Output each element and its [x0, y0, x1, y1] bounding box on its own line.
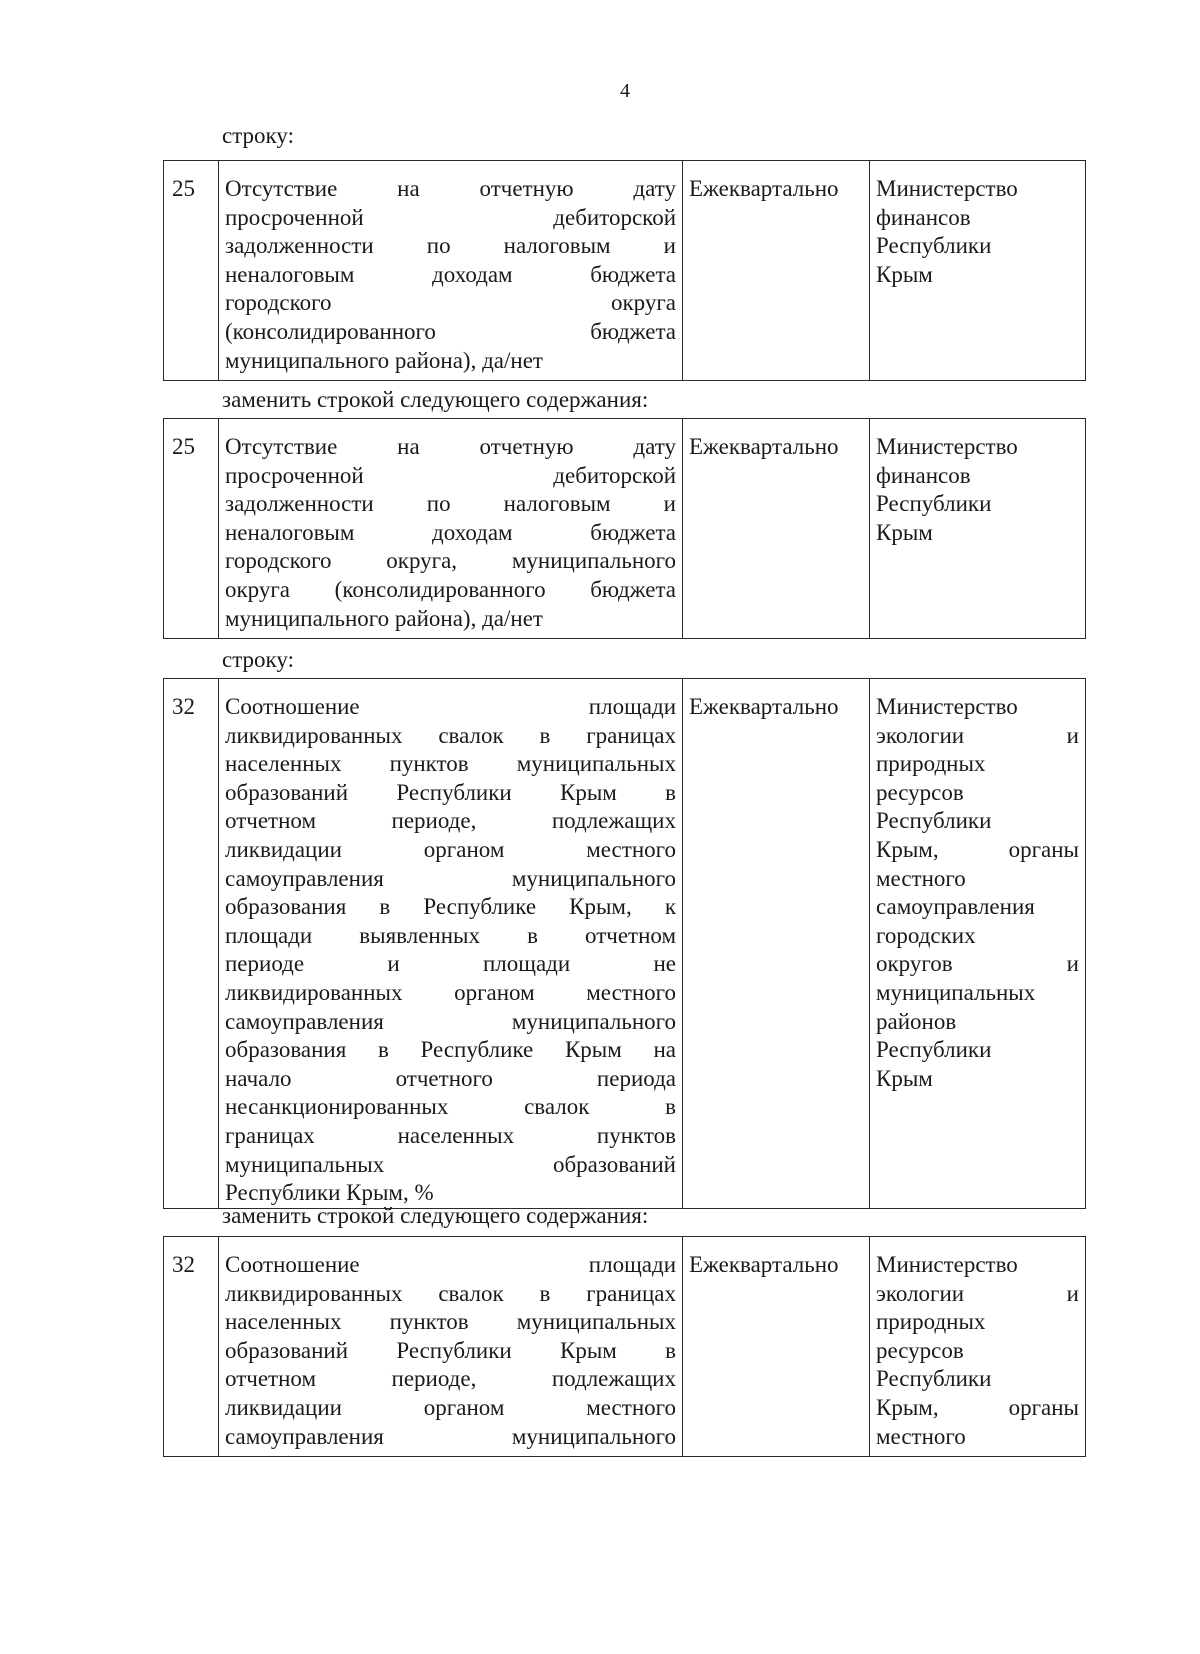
org_lines-line: Министерство	[876, 1252, 1018, 1277]
name_lines-line: Отсутствие на отчетную дату	[225, 434, 676, 459]
replace-label: заменить строкой следующего содержания:	[222, 387, 649, 412]
name_lines-line: просроченной дебиторской	[225, 204, 676, 230]
name_lines-line: Соотношение площади	[225, 1252, 676, 1277]
org_lines-line: экологии и	[876, 722, 1079, 748]
name_lines-line: неналоговым доходам бюджета	[225, 519, 676, 545]
name_lines-line: муниципального района), да/нет	[225, 605, 543, 631]
name_lines-line: несанкционированных свалок в	[225, 1094, 676, 1120]
name_lines-line: самоуправления муниципального	[225, 1423, 676, 1449]
name_lines-line: границах населенных пунктов	[225, 1122, 676, 1148]
name_lines-line: образования в Республике Крым на	[225, 1037, 676, 1063]
name_lines-line: задолженности по налоговым и	[225, 491, 676, 517]
indicator-table-25-old	[163, 160, 1086, 381]
org_lines-line: местного	[876, 1423, 966, 1449]
org_lines-line: Республики	[876, 1366, 992, 1392]
frequency-cell: Ежеквартально	[683, 419, 870, 639]
org_lines-line: местного	[876, 865, 966, 891]
org_lines-line: Республики	[876, 491, 992, 517]
frequency-cell: Ежеквартально	[683, 679, 870, 1209]
name_lines-line: ликвидированных свалок в границах	[225, 722, 676, 748]
name_lines-line: площади выявленных в отчетном	[225, 922, 676, 948]
name_lines-line: самоуправления муниципального	[225, 865, 676, 891]
name_lines-line: самоуправления муниципального	[225, 1008, 676, 1034]
org_lines-line: финансов	[876, 204, 971, 230]
name_lines-line: (консолидированного бюджета	[225, 318, 676, 344]
name_lines-line: Отсутствие на отчетную дату	[225, 176, 676, 201]
table-row	[164, 679, 1086, 1209]
org_lines-line: Министерство	[876, 694, 1018, 719]
name_lines-line: ликвидированных органом местного	[225, 979, 676, 1005]
org_lines-line: Крым	[876, 261, 933, 287]
name_lines-line: отчетном периоде, подлежащих	[225, 1366, 676, 1392]
org_lines-line: ресурсов	[876, 779, 964, 805]
name_lines-line: городского округа	[225, 290, 676, 316]
org_lines-line: округов и	[876, 951, 1079, 977]
name_lines-line: образований Республики Крым в	[225, 1337, 676, 1363]
row-number: 25	[164, 161, 219, 381]
org_lines-line: Крым	[876, 1065, 933, 1091]
replace-label: заменить строкой следующего содержания:	[222, 1203, 649, 1228]
org_lines-line: Крым, органы	[876, 1394, 1079, 1420]
stroku-label: строку:	[222, 647, 294, 672]
name_lines-line: отчетном периоде, подлежащих	[225, 808, 676, 834]
org_lines-line: Министерство	[876, 434, 1018, 459]
org_lines-line: Республики	[876, 808, 992, 834]
name_lines-line: ликвидации органом местного	[225, 1394, 676, 1420]
name_lines-line: населенных пунктов муниципальных	[225, 1309, 676, 1335]
name_lines-line: муниципальных образований	[225, 1151, 676, 1177]
table-row	[164, 161, 1086, 381]
org_lines-line: экологии и	[876, 1280, 1079, 1306]
responsible-org-cell	[870, 1237, 1086, 1457]
row-number: 32	[164, 1237, 219, 1457]
org_lines-line: ресурсов	[876, 1337, 964, 1363]
indicator-table-32-old	[163, 678, 1086, 1209]
org_lines-line: природных	[876, 1309, 986, 1335]
name_lines-line: населенных пунктов муниципальных	[225, 751, 676, 777]
responsible-org-cell	[870, 679, 1086, 1209]
indicator-name-cell	[219, 161, 683, 381]
name_lines-line: ликвидированных свалок в границах	[225, 1280, 676, 1306]
frequency-cell: Ежеквартально	[683, 161, 870, 381]
indicator-name-cell	[219, 679, 683, 1209]
org_lines-line: городских	[876, 922, 976, 948]
name_lines-line: муниципального района), да/нет	[225, 347, 543, 373]
name_lines-line: округа (консолидированного бюджета	[225, 576, 676, 602]
name_lines-line: периоде и площади не	[225, 951, 676, 977]
name_lines-line: начало отчетного периода	[225, 1065, 676, 1091]
name_lines-line: Соотношение площади	[225, 694, 676, 719]
org_lines-line: финансов	[876, 462, 971, 488]
table-row	[164, 1237, 1086, 1457]
name_lines-line: неналоговым доходам бюджета	[225, 261, 676, 287]
org_lines-line: Крым	[876, 519, 933, 545]
row-number: 32	[164, 679, 219, 1209]
frequency-cell: Ежеквартально	[683, 1237, 870, 1457]
indicator-name-cell	[219, 419, 683, 639]
name_lines-line: Республики Крым, %	[225, 1180, 434, 1206]
org_lines-line: самоуправления	[876, 894, 1035, 920]
org_lines-line: Крым, органы	[876, 836, 1079, 862]
name_lines-line: образований Республики Крым в	[225, 779, 676, 805]
name_lines-line: городского округа, муниципального	[225, 548, 676, 574]
page-number: 4	[620, 80, 630, 102]
indicator-name-cell	[219, 1237, 683, 1457]
org_lines-line: Республики	[876, 233, 992, 259]
table-row	[164, 419, 1086, 639]
org_lines-line: природных	[876, 751, 986, 777]
stroku-label: строку:	[222, 123, 294, 148]
org_lines-line: Республики	[876, 1037, 992, 1063]
name_lines-line: задолженности по налоговым и	[225, 233, 676, 259]
row-number: 25	[164, 419, 219, 639]
name_lines-line: ликвидации органом местного	[225, 836, 676, 862]
responsible-org-cell	[870, 161, 1086, 381]
responsible-org-cell	[870, 419, 1086, 639]
org_lines-line: муниципальных	[876, 979, 1036, 1005]
name_lines-line: просроченной дебиторской	[225, 462, 676, 488]
indicator-table-25-new	[163, 418, 1086, 639]
org_lines-line: Министерство	[876, 176, 1018, 201]
indicator-table-32-new	[163, 1236, 1086, 1457]
org_lines-line: районов	[876, 1008, 957, 1034]
name_lines-line: образования в Республике Крым, к	[225, 894, 676, 920]
